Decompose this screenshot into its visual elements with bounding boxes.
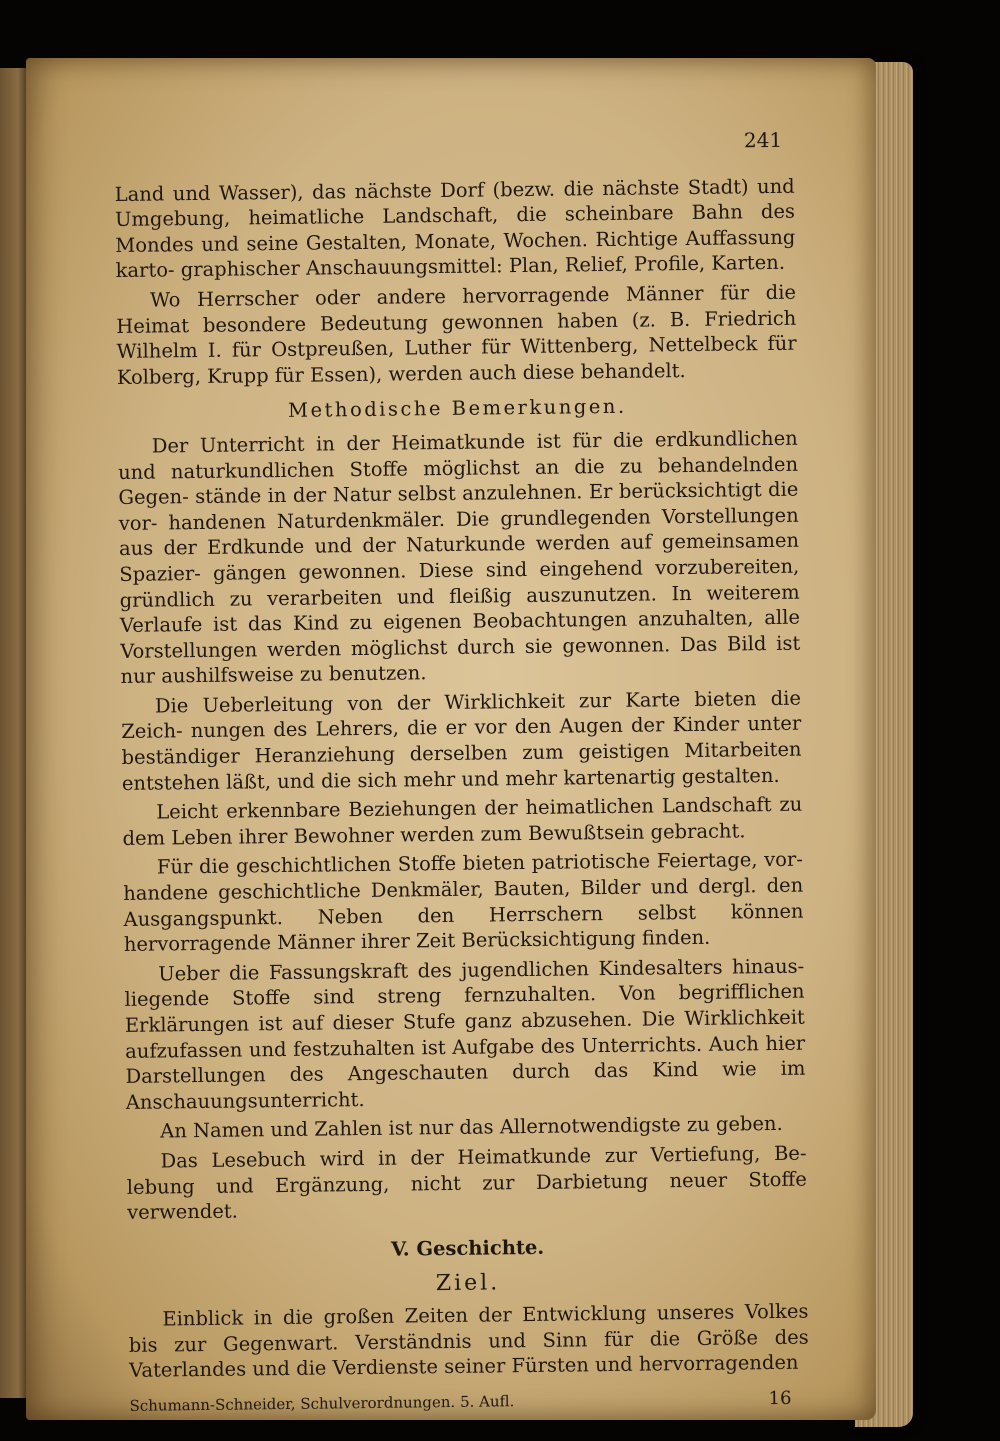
paragraph-lesebuch: Das Lesebuch wird in der Heimatkunde zur Vertiefung, Be- lebung und Ergänzung, nicht zur Darbietung neuer Stoffe verwendet. [126, 1141, 807, 1225]
page-text [114, 128, 810, 1420]
page-footer [129, 1385, 809, 1419]
paragraph-unterricht: Der Unterricht in der Heimatkunde ist für die erdkundlichen und naturkundlichen Stoffe möglichst an die zu behandelnden Gegen- stände in der Natur selbst anzulehnen. Er berücksichtigt die vor- handenen Naturdenkmäler. Die grundlegenden Vorstellungen aus der Erdkunde und der Naturkunde werden auf gemeinsamen Spazier- gängen gewonnen. Diese sind eingehend vorzubereiten, gründlich zu verarbeiten und fleißig auszunutzen. In weiterem Verlaufe ist das Kind zu eigenen Beobachtungen anzuhalten, alle Vorstellungen werden möglichst durch sie gewonnen. Das Bild ist nur aushilfsweise zu benutzen. [117, 426, 801, 689]
page-number: 241 [743, 127, 783, 153]
book-page [26, 58, 876, 1420]
heading-ziel: Ziel. [435, 1270, 501, 1297]
footer-citation: Schumann-Schneider, Schulverordnungen. 5. Aufl. [129, 1391, 515, 1415]
paragraph-fassungskraft: Ueber die Fassungskraft des jugendlichen Kindesalters hinaus- liegende Stoffe sind streng fernzuhalten. Von begrifflichen Erklärungen ist auf dieser Stufe ganz abzusehen. Die Wirklichkeit aufzufassen und festzuhalten ist Aufgabe des Unterrichts. Auch hier Darstellungen des Angeschauten durch das Kind wie im Anschauungsunterricht. [124, 954, 806, 1114]
paragraph-herrscher: Wo Herrscher oder andere hervorragende Männer für die Heimat besondere Bedeutung gewonnen haben (z. B. Friedrich Wilhelm I. für Ostpreußen, Luther für Wittenberg, Nettelbeck für Kolberg, Krupp für Essen), werden auch diese behandelt. [116, 280, 797, 389]
footer-signature-mark: 16 [768, 1387, 792, 1409]
paragraph-ueberleitung: Die Ueberleitung von der Wirklichkeit zur Karte bieten die Zeich- nungen des Lehrers, die er vor den Augen der Kinder unter beständiger Heranziehung derselben zum geistigen Mitarbeiten entstehen läßt, und die sich mehr und mehr kartenartig gestalten. [121, 686, 802, 795]
heading-geschichte: V. Geschichte. [390, 1235, 545, 1261]
paragraph-namen-zahlen: An Namen und Zahlen ist nur das Allernotwendigste zu geben. [160, 1112, 783, 1143]
paragraph-geschichtliche-stoffe: Für die geschichtlichen Stoffe bieten patriotische Feiertage, vor- handene geschichtliche Denkmäler, Bauten, Bilder und dergl. den Ausgangspunkt. Neben den Herrschern selbst können hervorragende Männer ihrer Zeit Berücksichtigung finden. [123, 848, 804, 957]
paragraph-continuation: Land und Wasser), das nächste Dorf (bezw. die nächste Stadt) und Umgebung, heimatliche Landschaft, die scheinbare Bahn des Mondes und seine Gestalten, Monate, Wochen. Richtige Auffassung karto- graphischer Anschauungsmittel: Plan, Relief, Profile, Karten. [114, 174, 796, 283]
paragraph-ziel: Einblick in die großen Zeiten der Entwicklung unseres Volkes bis zur Gegenwart. Verständnis und Sinn für die Größe des Vaterlandes und die Verdienste seiner Fürsten und hervorragenden [128, 1299, 809, 1383]
heading-methodische-bemerkungen: Methodische Bemerkungen. [287, 395, 627, 423]
paragraph-beziehungen: Leicht erkennbare Beziehungen der heimatlichen Landschaft zu dem Leben ihrer Bewohner werden zum Bewußtsein gebracht. [122, 792, 803, 850]
